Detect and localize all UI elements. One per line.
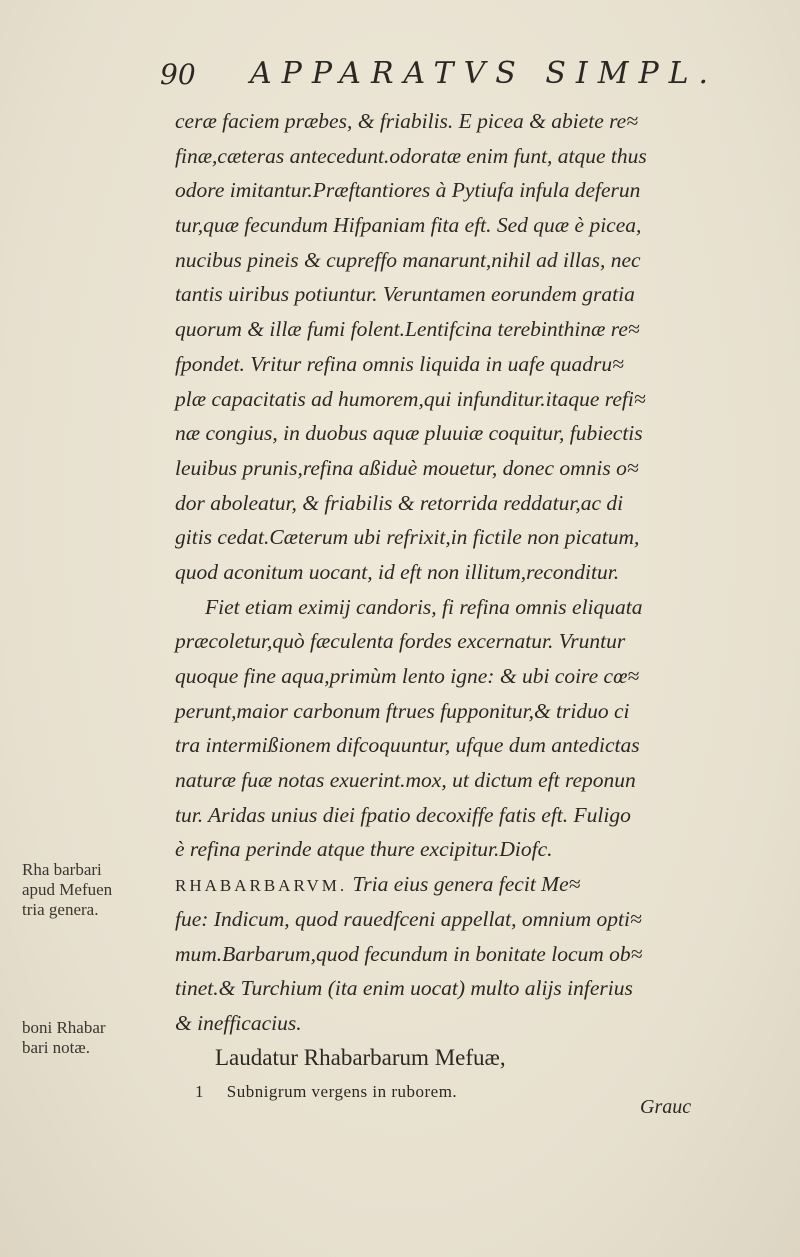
margin-note-line: tria genera. xyxy=(22,900,99,919)
text-line: nucibus pineis & cupreffo manarunt,nihil ad illas, nec xyxy=(175,247,641,272)
rhabarbarum-lead: RHABARBARVM. xyxy=(175,876,348,896)
main-text xyxy=(175,104,715,1110)
text-line: præcoletur,quò fæculenta fordes excernatur. Vruntur xyxy=(175,629,626,654)
text-line: fpondet. Vritur refina omnis liquida in uafe quadru≈ xyxy=(175,351,624,376)
page-header xyxy=(160,52,719,92)
text-line: quoque fine aqua,primùm lento igne: & ubi coire cœ≈ xyxy=(175,664,640,688)
text-line: tra intermißionem difcoquuntur, ufque dum antedictas xyxy=(175,733,640,758)
rhabarbarum-line: Tria eius genera fecit Me≈ xyxy=(352,872,581,897)
note-text: Subnigrum vergens in ruborem. xyxy=(226,1082,458,1102)
laudatur-line: Laudatur Rhabarbarum Mefuæ, xyxy=(215,1044,506,1070)
running-head: APPARATVS SIMPL. xyxy=(250,56,719,91)
text-line: leuibus prunis,refina aßiduè mouetur, donec omnis o≈ xyxy=(175,455,639,480)
margin-note-line: Rha barbari xyxy=(22,860,102,879)
text-line: fue: Indicum, quod rauedfceni appellat, omnium opti≈ xyxy=(175,906,642,931)
text-line: mum.Barbarum,quod fecundum in bonitate locum ob≈ xyxy=(175,941,643,966)
text-line: è refina perinde atque thure excipitur.Diofc. xyxy=(175,837,553,862)
margin-note-genera xyxy=(22,860,112,920)
margin-note-notae xyxy=(22,1018,106,1058)
text-line: plæ capacitatis ad humorem,qui infunditur.itaque refi≈ xyxy=(175,386,646,411)
text-line: gitis cedat.Cæterum ubi refrixit,in fictile non picatum, xyxy=(175,525,640,550)
text-line: Fiet etiam eximij candoris, fi refina omnis eliquata xyxy=(205,594,643,619)
text-line: quod aconitum uocant, id eft non illitum,reconditur. xyxy=(175,559,620,584)
text-line: næ congius, in duobus aquæ pluuiæ coquitur, fubiectis xyxy=(175,421,643,446)
rhabarbarum-heading-line xyxy=(175,867,715,902)
text-line: tantis uiribus potiuntur. Veruntamen eorundem gratia xyxy=(175,282,635,307)
text-line: tur,quæ fecundum Hifpaniam fita eft. Sed quæ è picea, xyxy=(175,213,642,238)
margin-note-line: boni Rhabar xyxy=(22,1018,106,1037)
text-line: naturæ fuæ notas exuerint.mox, ut dictum eft reponun xyxy=(175,768,636,793)
text-line: tinet.& Turchium (ita enim uocat) multo alijs inferius xyxy=(175,976,633,1001)
text-line: finæ,cæteras antecedunt.odoratæ enim funt, atque thus xyxy=(175,143,647,168)
margin-note-line: apud Mefuen xyxy=(22,880,113,899)
margin-note-line: bari notæ. xyxy=(22,1038,90,1057)
page-number: 90 xyxy=(160,58,196,91)
text-line: & inefficacius. xyxy=(175,1010,302,1035)
text-line: odore imitantur.Præftantiores à Pytiufa infula deferun xyxy=(175,178,641,203)
text-line: quorum & illæ fumi folent.Lentifcina terebinthinæ re≈ xyxy=(175,317,640,342)
numbered-note-line xyxy=(175,1075,715,1110)
catchword: Grauc xyxy=(640,1096,692,1118)
text-line: dor aboleatur, & friabilis & retorrida reddatur,ac di xyxy=(175,490,624,515)
text-line: ceræ faciem præbes, & friabilis. E picea & abiete re≈ xyxy=(175,109,639,133)
text-line: tur. Aridas unius diei fpatio decoxiffe fatis eft. Fuligo xyxy=(175,802,631,827)
text-line: perunt,maior carbonum ftrues fupponitur,& triduo ci xyxy=(175,698,630,723)
note-number: 1 xyxy=(195,1082,204,1102)
